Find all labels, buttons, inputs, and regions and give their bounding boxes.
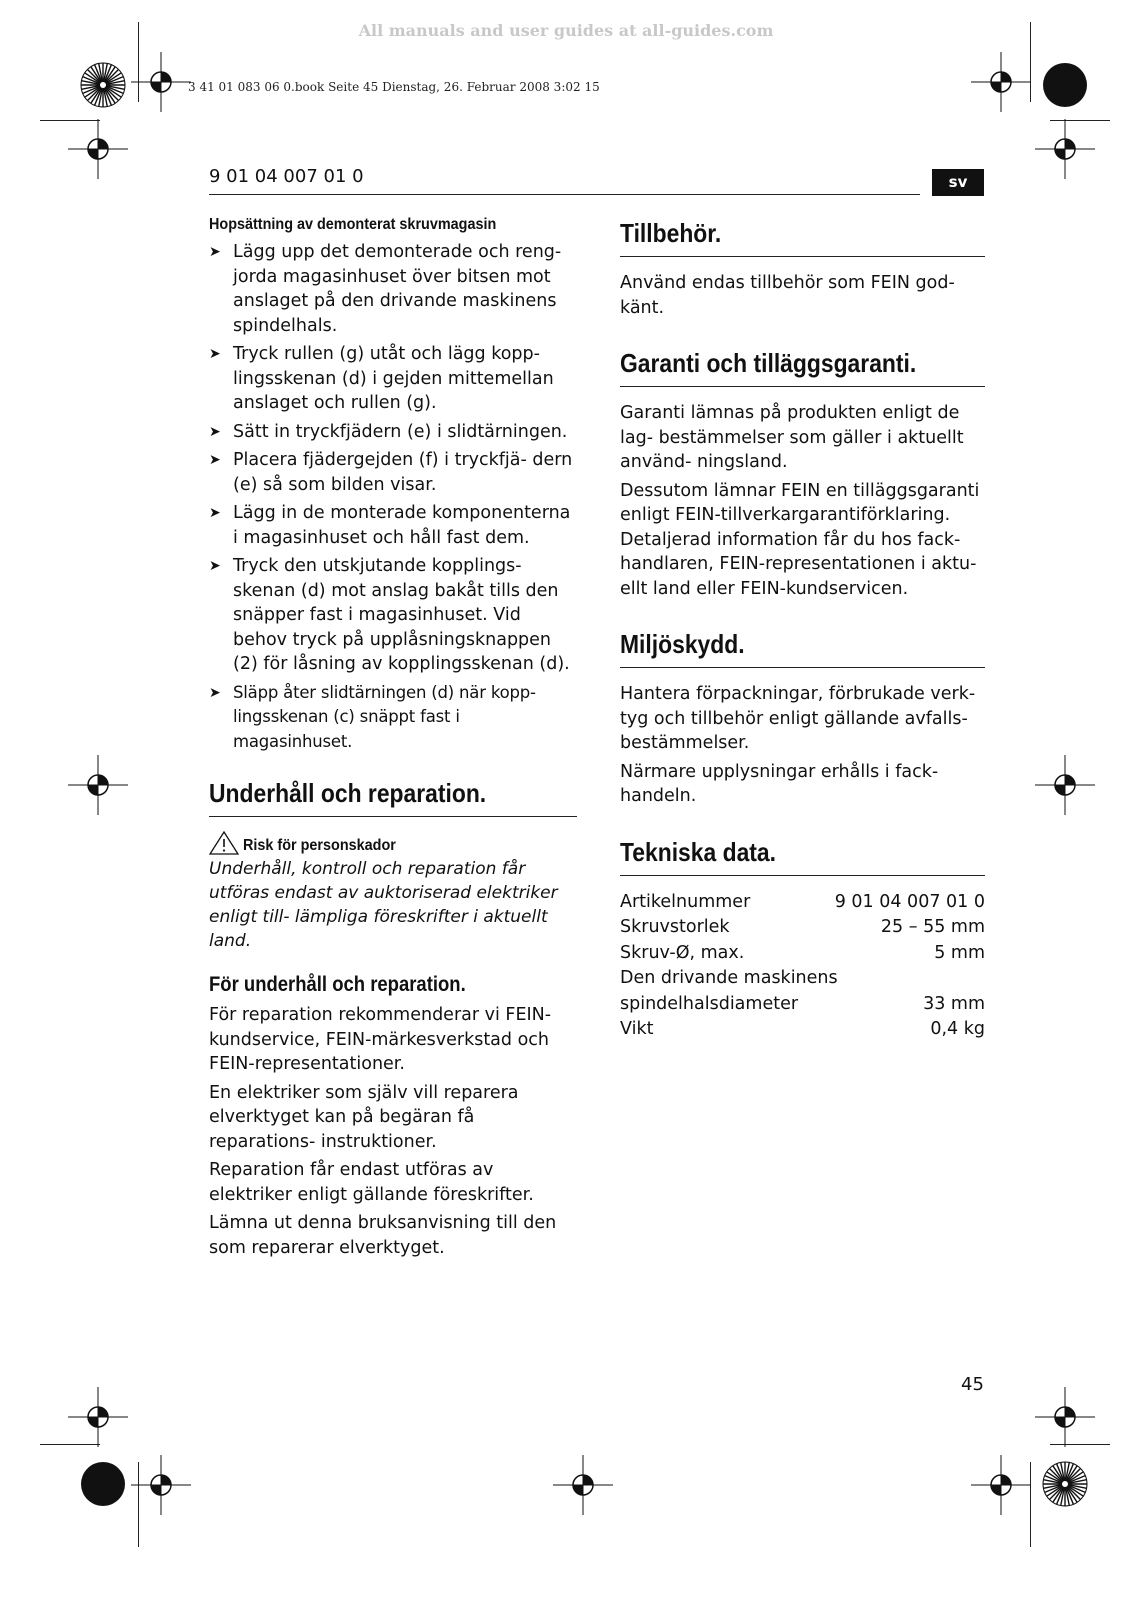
repair-paragraph: Reparation får endast utföras av elektriker enligt gällande föreskrifter. xyxy=(209,1160,534,1205)
tech-table xyxy=(620,890,985,1043)
table-row: Artikelnummer 9 01 04 007 01 0 xyxy=(620,891,985,912)
warning-triangle-icon xyxy=(209,831,239,855)
arrowhead-bullet-icon: ➤ xyxy=(209,505,221,521)
arrowhead-bullet-icon: ➤ xyxy=(209,684,221,701)
registration-mark-icon xyxy=(971,52,1031,112)
black-disc-icon xyxy=(1042,62,1088,108)
header-rule xyxy=(209,194,920,195)
warranty-paragraph: Dessutom lämnar FEIN en tilläggsgaranti enligt FEIN-tillverkargarantiförklaring. Detaljerad information får du hos fack- handlaren, FEIN-representationen i aktu- ellt land eller FEIN-kundservicen. xyxy=(620,480,980,599)
accessories-heading: Tillbehör. xyxy=(620,218,722,248)
environment-paragraph: Närmare upplysningar erhålls i fack- handeln. xyxy=(620,761,939,806)
maintenance-heading: Underhåll och reparation. xyxy=(209,778,487,808)
arrowhead-bullet-icon: ➤ xyxy=(209,244,221,260)
doc-number: 9 01 04 007 01 0 xyxy=(209,166,364,187)
registration-mark-icon xyxy=(131,1455,191,1515)
arrowhead-bullet-icon: ➤ xyxy=(209,423,221,440)
arrowhead-bullet-icon: ➤ xyxy=(209,558,221,574)
table-row: Skruvstorlek 25 – 55 mm xyxy=(620,917,985,937)
environment-heading: Miljöskydd. xyxy=(620,629,745,659)
warning-text: Underhåll, kontroll och reparation får utföras endast av auktoriserad elektriker enligt till- lämpliga föreskrifter i aktuellt land. xyxy=(209,859,558,951)
table-row: Vikt 0,4 kg xyxy=(620,1019,985,1039)
repair-paragraph: Lämna ut denna bruksanvisning till den som reparerar elverktyget. xyxy=(209,1213,557,1258)
assembly-steps xyxy=(209,240,577,754)
starburst-disc-icon xyxy=(80,62,126,108)
repair-paragraph: För reparation rekommenderar vi FEIN- kundservice, FEIN-märkesverkstad och FEIN-representationer. xyxy=(209,1005,552,1074)
registration-mark-icon xyxy=(1035,119,1095,179)
registration-mark-icon xyxy=(553,1455,613,1515)
registration-mark-icon xyxy=(1035,755,1095,815)
registration-mark-icon xyxy=(1035,1387,1095,1447)
accessories-text: Använd endas tillbehör som FEIN god- känt. xyxy=(620,273,955,318)
heading-rule xyxy=(209,816,577,817)
table-row: Den drivande maskinens xyxy=(620,968,838,988)
list-item: ➤ Placera fjädergejden (f) i tryckfjä- dern (e) så som bilden visar. xyxy=(209,450,573,495)
assembly-title: Hopsättning av demonterat skruvmagasin xyxy=(209,216,497,233)
registration-mark-icon xyxy=(68,755,128,815)
tech-heading: Tekniska data. xyxy=(620,836,776,867)
heading-rule xyxy=(620,386,985,387)
list-item: ➤ Tryck den utskjutande kopplings- skenan (d) mot anslag bakåt tills den snäpper fast i magasinhuset. Vid behov tryck på upplåsningsknappen (2) för låsning av kopplingsskenan (d). xyxy=(209,556,570,674)
starburst-disc-icon xyxy=(1042,1461,1088,1507)
watermark: All manuals and user guides at all-guides.com xyxy=(358,21,774,40)
repair-paragraph: En elektriker som själv vill reparera elverktyget kan på begäran få reparations- instruktioner. xyxy=(209,1082,519,1152)
heading-rule xyxy=(620,256,985,257)
warranty-paragraph: Garanti lämnas på produkten enligt de lag- bestämmelser som gäller i aktuellt använd- ningsland. xyxy=(620,403,964,472)
registration-mark-icon xyxy=(971,1455,1031,1515)
page-number: 45 xyxy=(961,1374,984,1395)
warning-block xyxy=(209,831,577,855)
warning-title: Risk för personskador xyxy=(243,837,396,854)
list-item: ➤ Lägg in de monterade komponenterna i magasinhuset och håll fast dem. xyxy=(209,503,571,548)
list-item: ➤ Tryck rullen (g) utåt och lägg kopp- lingsskenan (d) i gejden mittemellan anslaget och rullen (g). xyxy=(209,344,554,413)
right-column xyxy=(620,216,985,1043)
warranty-heading: Garanti och tilläggsgaranti. xyxy=(620,348,917,378)
language-badge: sv xyxy=(932,169,984,196)
heading-rule xyxy=(620,667,985,668)
registration-mark-icon xyxy=(68,119,128,179)
table-row: Skruv-Ø, max. 5 mm xyxy=(620,942,985,963)
environment-paragraph: Hantera förpackningar, förbrukade verk- tyg och tillbehör enligt gällande avfalls- bestämmelser. xyxy=(620,684,976,753)
registration-mark-icon xyxy=(68,1387,128,1447)
table-row: spindelhalsdiameter 33 mm xyxy=(620,993,985,1014)
left-column xyxy=(209,216,577,1264)
arrowhead-bullet-icon: ➤ xyxy=(209,346,221,362)
list-item: ➤ Sätt in tryckfjädern (e) i slidtärningen. xyxy=(209,420,577,445)
repair-heading: För underhåll och reparation. xyxy=(209,973,466,996)
list-item: ➤ Lägg upp det demonterade och reng- jorda magasinhuset över bitsen mot anslaget på den drivande maskinens spindelhals. xyxy=(209,242,562,336)
arrowhead-bullet-icon: ➤ xyxy=(209,452,221,468)
heading-rule xyxy=(620,875,985,876)
list-item: ➤ Släpp åter slidtärningen (d) när kopp- lingsskenan (c) snäppt fast i magasinhuset. xyxy=(209,682,536,751)
book-info-line: 3 41 01 083 06 0.book Seite 45 Dienstag, 26. Februar 2008 3:02 15 xyxy=(188,80,600,94)
registration-mark-icon xyxy=(131,52,191,112)
black-disc-icon xyxy=(80,1461,126,1507)
